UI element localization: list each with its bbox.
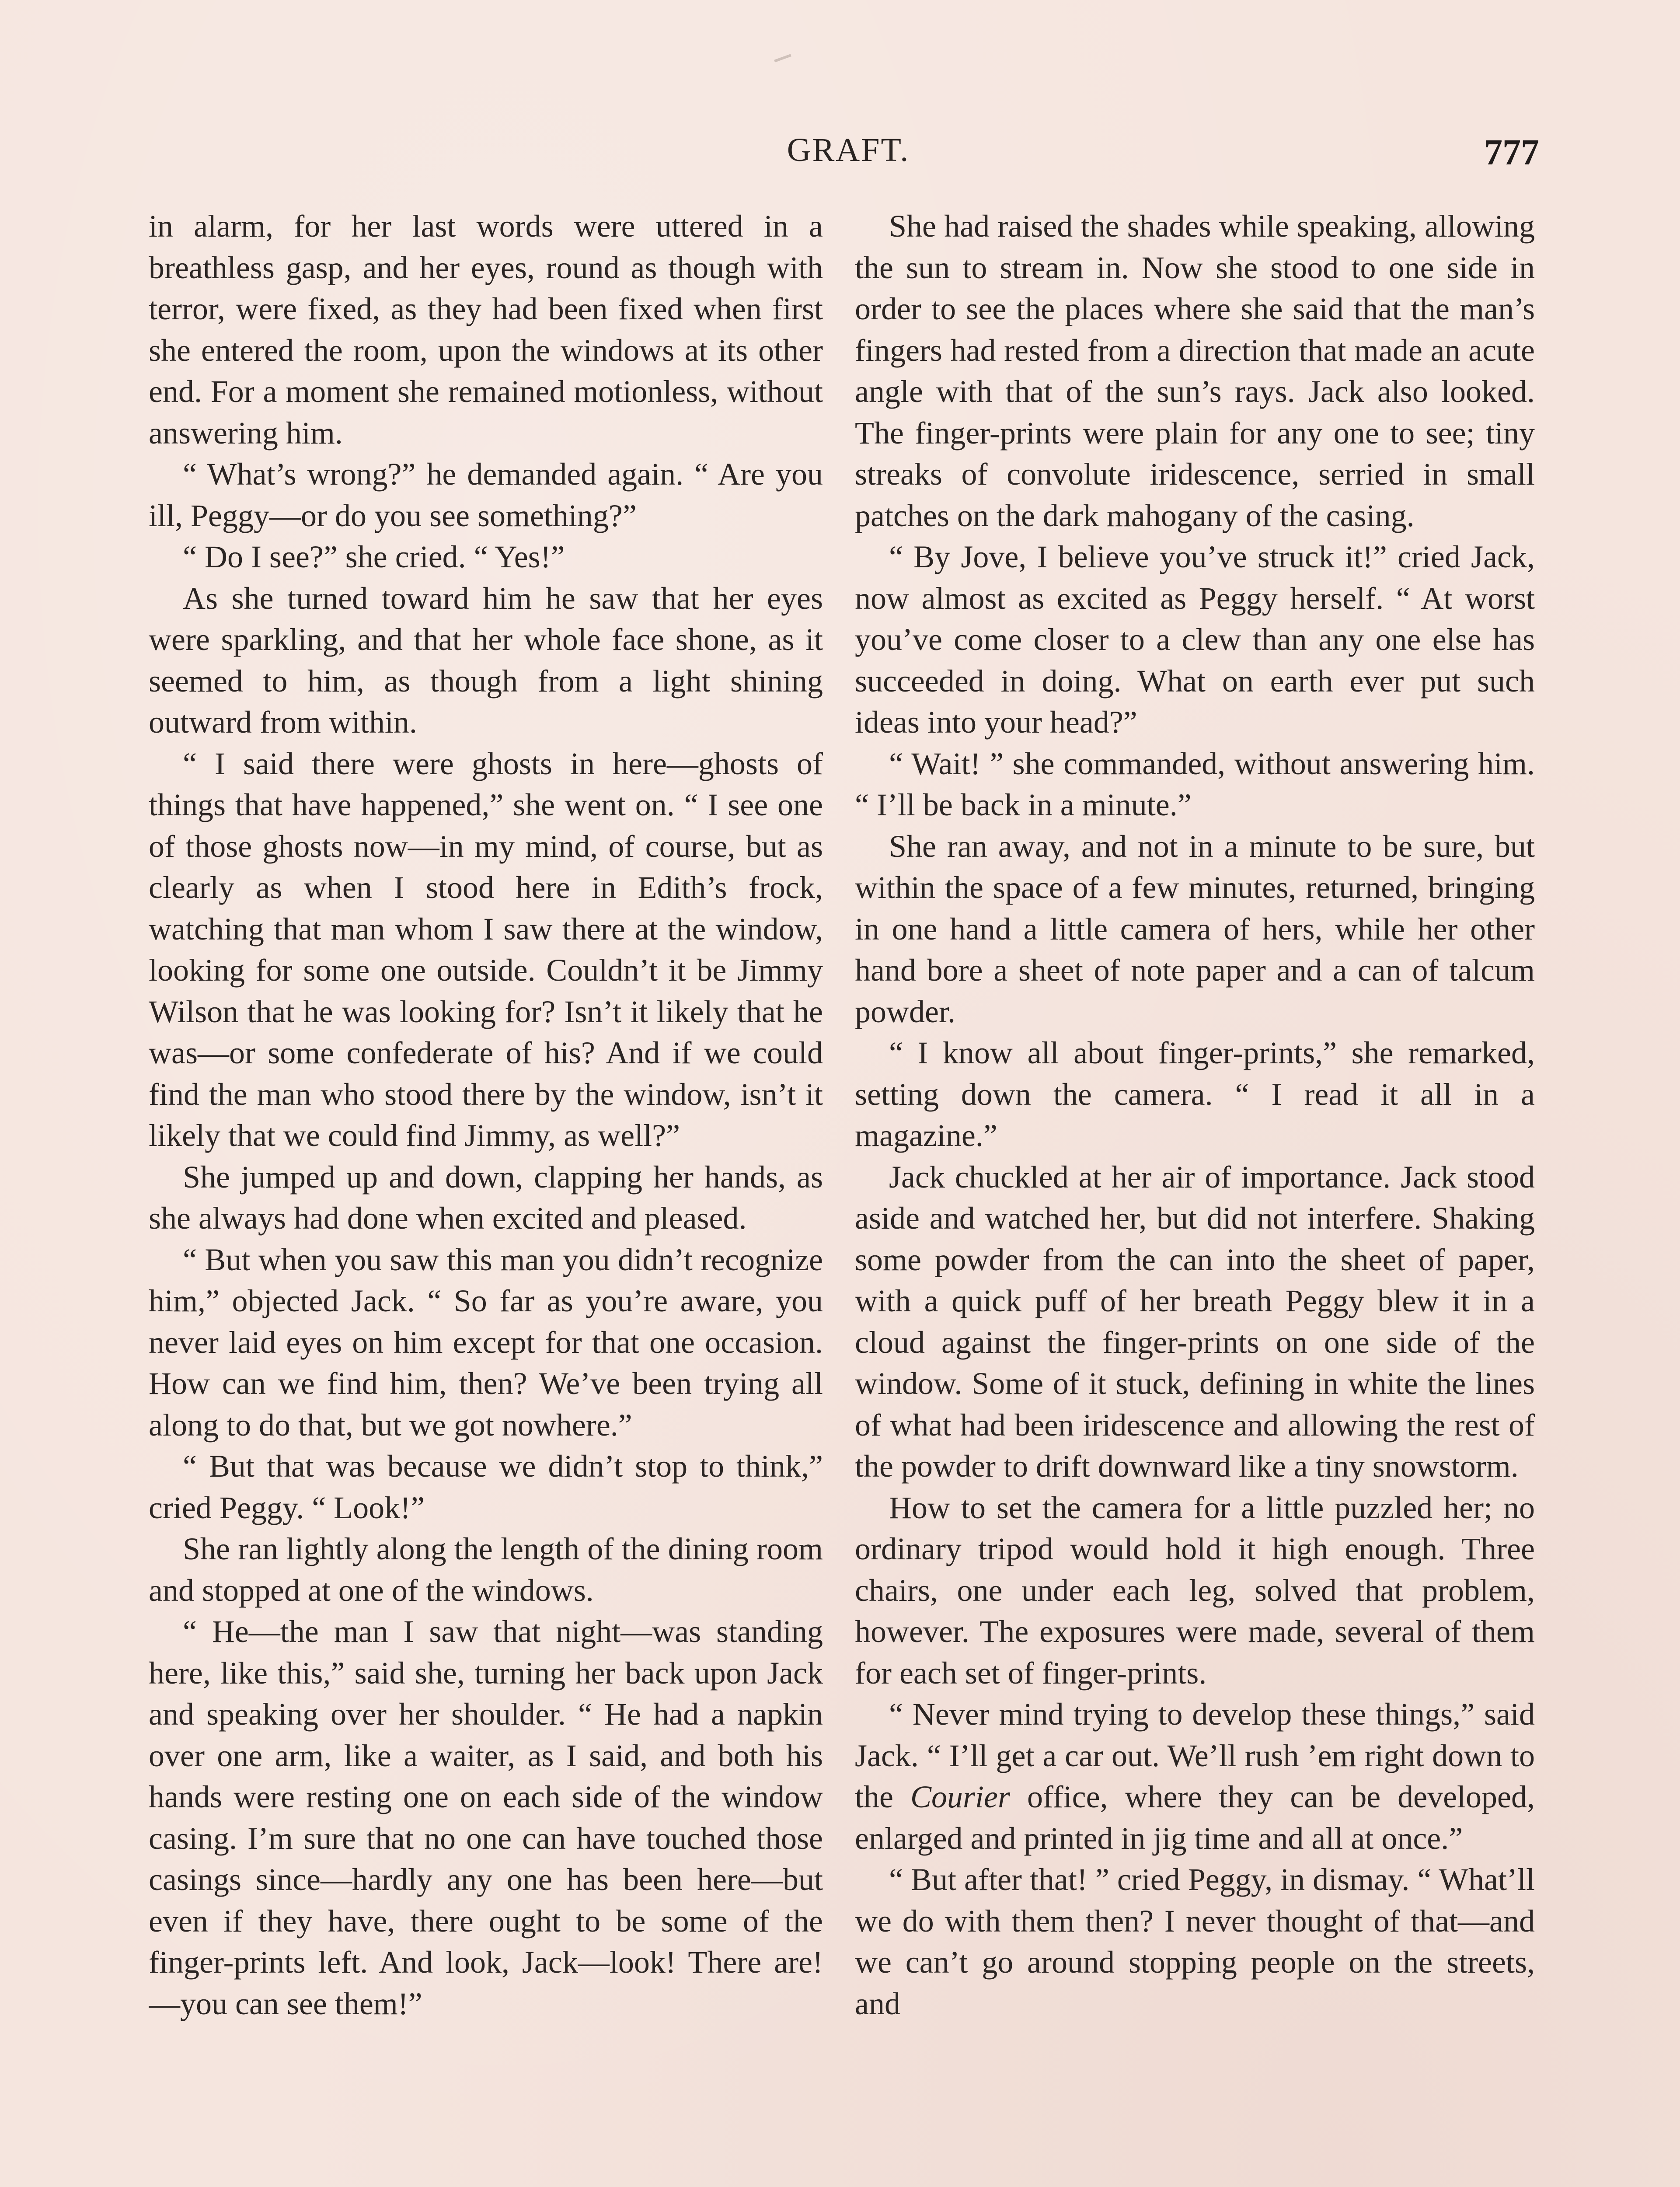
- paragraph: in alarm, for her last words were uttered in a breathless gasp, and her eyes, round as though with terror, were fixed, as they had been fixed when first she entered the room, upon the windows at its other end. For a moment she remained motionless, without answering him.: [149, 209, 823, 451]
- page-number: 777: [1484, 132, 1539, 173]
- paragraph: “ Wait! ” she commanded, without answering him. “ I’ll be back in a minute.”: [855, 746, 1535, 822]
- right-column: [855, 206, 1535, 2187]
- paragraph: “ But that was because we didn’t stop to think,” cried Peggy. “ Look!”: [149, 1449, 823, 1525]
- paragraph: How to set the camera for a little puzzled her; no ordinary tripod would hold it high enough. Three chairs, one under each leg, solved that problem, however. The exposures were made, several of them for each set of finger-prints.: [855, 1490, 1535, 1691]
- text-run: “ Never mind trying to develop these things,” said Jack. “ I’ll get a car out. We’ll rush ’em right down to the: [855, 1697, 1535, 1814]
- paragraph: “ But when you saw this man you didn’t recognize him,” objected Jack. “ So far as you’re aware, you never laid eyes on him except for that one occasion. How can we find him, then? We’ve been trying all along to do that, but we got nowhere.”: [149, 1242, 823, 1443]
- text-run: office, where they can be developed, enlarged and printed in jig time and all at once.”: [855, 1779, 1535, 1856]
- running-head: GRAFT.: [787, 132, 910, 168]
- paragraph: “ I know all about finger-prints,” she remarked, setting down the camera. “ I read it all in a magazine.”: [855, 1035, 1535, 1153]
- paragraph: As she turned toward him he saw that her eyes were sparkling, and that her whole face shone, as it seemed to him, as though from a light shining outward from within.: [149, 580, 823, 740]
- paragraph: She had raised the shades while speaking, allowing the sun to stream in. Now she stood to one side in order to see the places where she said that the man’s fingers had rested from a direction that made an acute angle with that of the sun’s rays. Jack also looked. The finger-prints were plain for any one to see; tiny streaks of convolute iridescence, serried in small patches on the dark mahogany of the casing.: [855, 209, 1535, 533]
- paragraph: Jack chuckled at her air of importance. Jack stood aside and watched her, but did not interfere. Shaking some powder from the can into the sheet of paper, with a quick puff of her breath Peggy blew it in a cloud against the finger-prints on one side of the window. Some of it stuck, defining in white the lines of what had been iridescence and allowing the rest of the powder to drift downward like a tiny snowstorm.: [855, 1159, 1535, 1484]
- paragraph: She ran lightly along the length of the dining room and stopped at one of the windows.: [149, 1531, 823, 1608]
- left-column: [149, 206, 823, 2187]
- paragraph: “ By Jove, I believe you’ve struck it!” cried Jack, now almost as excited as Peggy herself. “ At worst you’ve come closer to a clew than any one else has succeeded in doing. What on earth ever put such ideas into your head?”: [855, 539, 1535, 740]
- paragraph: “ What’s wrong?” he demanded again. “ Are you ill, Peggy—or do you see something?”: [149, 457, 823, 533]
- paragraph: She jumped up and down, clapping her hands, as she always had done when excited and pleased.: [149, 1159, 823, 1236]
- paragraph: She ran away, and not in a minute to be sure, but within the space of a few minutes, returned, bringing in one hand a little camera of hers, while her other hand bore a sheet of note paper and a can of talcum powder.: [855, 828, 1535, 1029]
- page-header: [0, 131, 1680, 184]
- paragraph: “ But after that! ” cried Peggy, in dismay. “ What’ll we do with them then? I never thought of that—and we can’t go around stopping people on the streets, and: [855, 1862, 1535, 2021]
- paragraph: “ He—the man I saw that night—was standing here, like this,” said she, turning her back upon Jack and speaking over her shoulder. “ He had a napkin over one arm, like a waiter, as I said, and both his hands were resting one on each side of the window casing. I’m sure that no one can have touched those casings since—hardly any one has been here—but even if they have, there ought to be some of the finger-prints left. And look, Jack—look! There are! —you can see them!”: [149, 1614, 823, 2021]
- paragraph: “ I said there were ghosts in here—ghosts of things that have happened,” she went on. “ I see one of those ghosts now—in my mind, of course, but as clearly as when I stood here in Edith’s frock, watching that man whom I saw there at the window, looking for some one outside. Couldn’t it be Jimmy Wilson that he was looking for? Isn’t it likely that he was—or some confederate of his? And if we could find the man who stood there by the window, isn’t it likely that we could find Jimmy, as well?”: [149, 746, 823, 1153]
- paragraph: “ Do I see?” she cried. “ Yes!”: [183, 539, 565, 574]
- newspaper-name: Courier: [910, 1779, 1010, 1814]
- paragraph-courier: [855, 1694, 1535, 1859]
